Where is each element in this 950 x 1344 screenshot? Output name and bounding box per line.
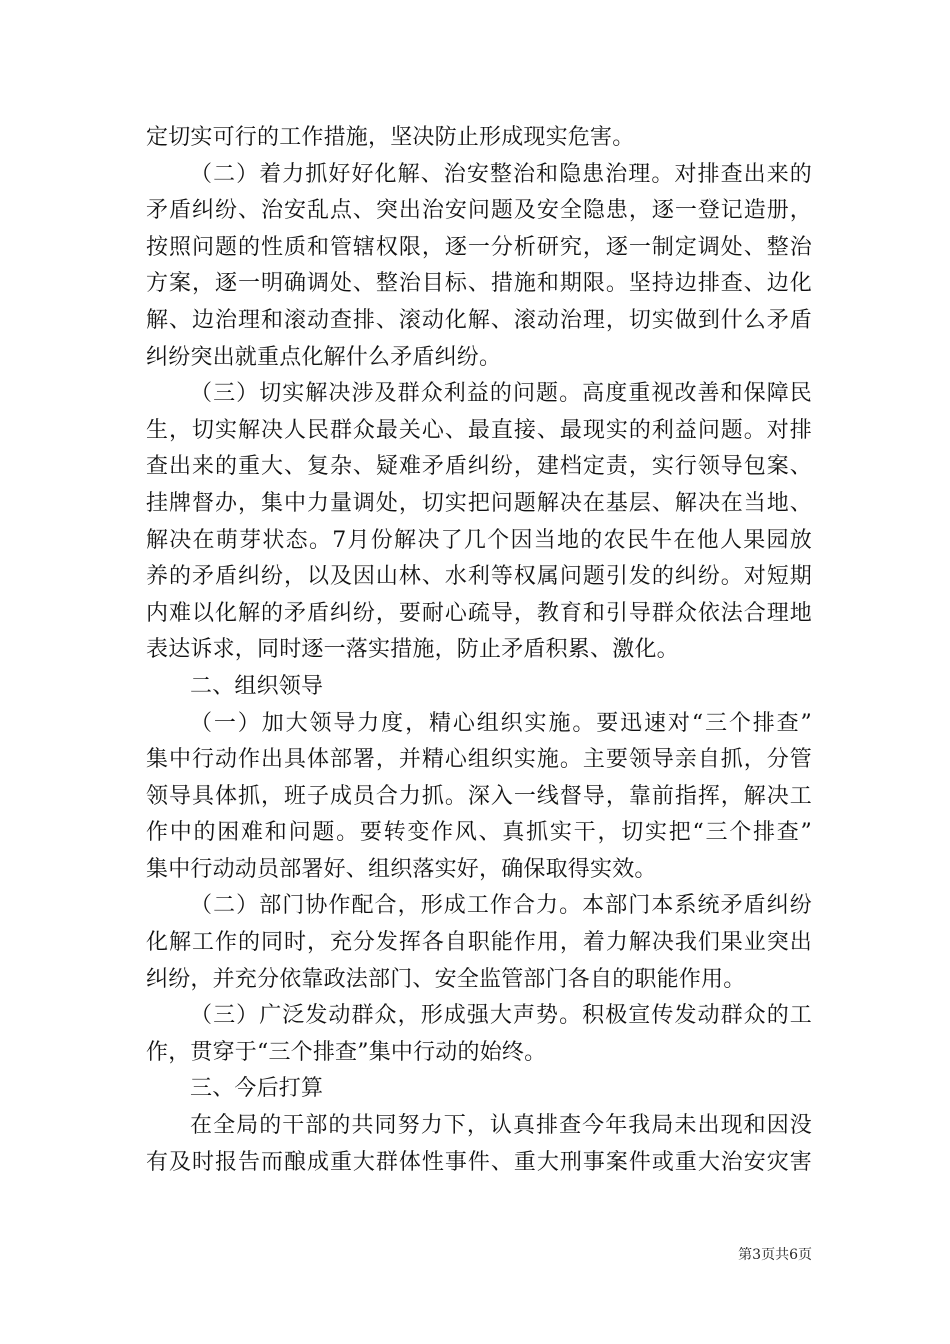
text-line: （二）着力抓好好化解、治安整治和隐患治理。对排查出来的 <box>190 161 812 187</box>
text-line: （二）部门协作配合，形成工作合力。本部门本系统矛盾纠纷 <box>190 893 812 919</box>
text-line: 挂牌督办，集中力量调处，切实把问题解决在基层、解决在当地、 <box>146 490 812 516</box>
document-body <box>146 120 812 1181</box>
text-line: 化解工作的同时，充分发挥各自职能作用，着力解决我们果业突出 <box>146 930 812 956</box>
text-line: 集中行动动员部署好、组织落实好，确保取得实效。 <box>146 856 657 882</box>
text-line: （三）切实解决涉及群众利益的问题。高度重视改善和保障民 <box>190 381 812 407</box>
paragraph <box>146 998 812 1071</box>
text-line: 解、边治理和滚动查排、滚动化解、滚动治理，切实做到什么矛盾 <box>146 307 812 333</box>
text-line: 集中行动作出具体部署，并精心组织实施。主要领导亲自抓，分管 <box>146 747 812 773</box>
paragraph <box>146 706 812 889</box>
text-line: 纠纷突出就重点化解什么矛盾纠纷。 <box>146 344 502 370</box>
paragraph <box>146 120 812 157</box>
text-line: 查出来的重大、复杂、疑难矛盾纠纷，建档定责，实行领导包案、 <box>146 454 812 480</box>
text-line: 内难以化解的矛盾纠纷，要耐心疏导，教育和引导群众依法合理地 <box>146 600 812 626</box>
text-line: 有及时报告而酿成重大群体性事件、重大刑事案件或重大治安灾害 <box>146 1149 812 1175</box>
text-line: 定切实可行的工作措施，坚决防止形成现实危害。 <box>146 125 635 150</box>
text-line: 方案，逐一明确调处、整治目标、措施和期限。坚持边排查、边化 <box>146 271 812 297</box>
text-line: 纠纷，并充分依靠政法部门、安全监管部门各自的职能作用。 <box>146 966 746 992</box>
text-line: 领导具体抓，班子成员合力抓。深入一线督导，靠前指挥，解决工 <box>146 783 812 809</box>
text-line: 作，贯穿于“三个排查”集中行动的始终。 <box>146 1039 547 1065</box>
text-line: 在全局的干部的共同努力下，认真排查今年我局未出现和因没 <box>190 1113 812 1139</box>
paragraph <box>146 376 812 669</box>
paragraph <box>146 888 812 998</box>
text-line: 养的矛盾纠纷，以及因山林、水利等权属问题引发的纠纷。对短期 <box>146 564 812 590</box>
text-line: 按照问题的性质和管辖权限，逐一分析研究，逐一制定调处、整治 <box>146 234 812 260</box>
paragraph <box>146 1108 812 1181</box>
paragraph <box>146 157 812 377</box>
text-line: 生，切实解决人民群众最关心、最直接、最现实的利益问题。对排 <box>146 417 812 443</box>
page-number: 第3页共6页 <box>738 1247 812 1263</box>
text-line: （一）加大领导力度，精心组织实施。要迅速对“三个排查” <box>190 710 812 736</box>
section-heading <box>146 669 812 706</box>
text-line: （三）广泛发动群众，形成强大声势。积极宣传发动群众的工 <box>190 1003 812 1029</box>
text-line: 三、今后打算 <box>190 1076 324 1102</box>
section-heading <box>146 1071 812 1108</box>
text-line: 作中的困难和问题。要转变作风、真抓实干，切实把“三个排查” <box>146 820 812 846</box>
text-line: 矛盾纠纷、治安乱点、突出治安问题及安全隐患，逐一登记造册， <box>146 198 812 224</box>
text-line: 解决在萌芽状态。7月份解决了几个因当地的农民牛在他人果园放 <box>146 527 812 553</box>
text-line: 二、组织领导 <box>190 673 324 699</box>
text-line: 表达诉求，同时逐一落实措施，防止矛盾积累、激化。 <box>146 637 679 663</box>
